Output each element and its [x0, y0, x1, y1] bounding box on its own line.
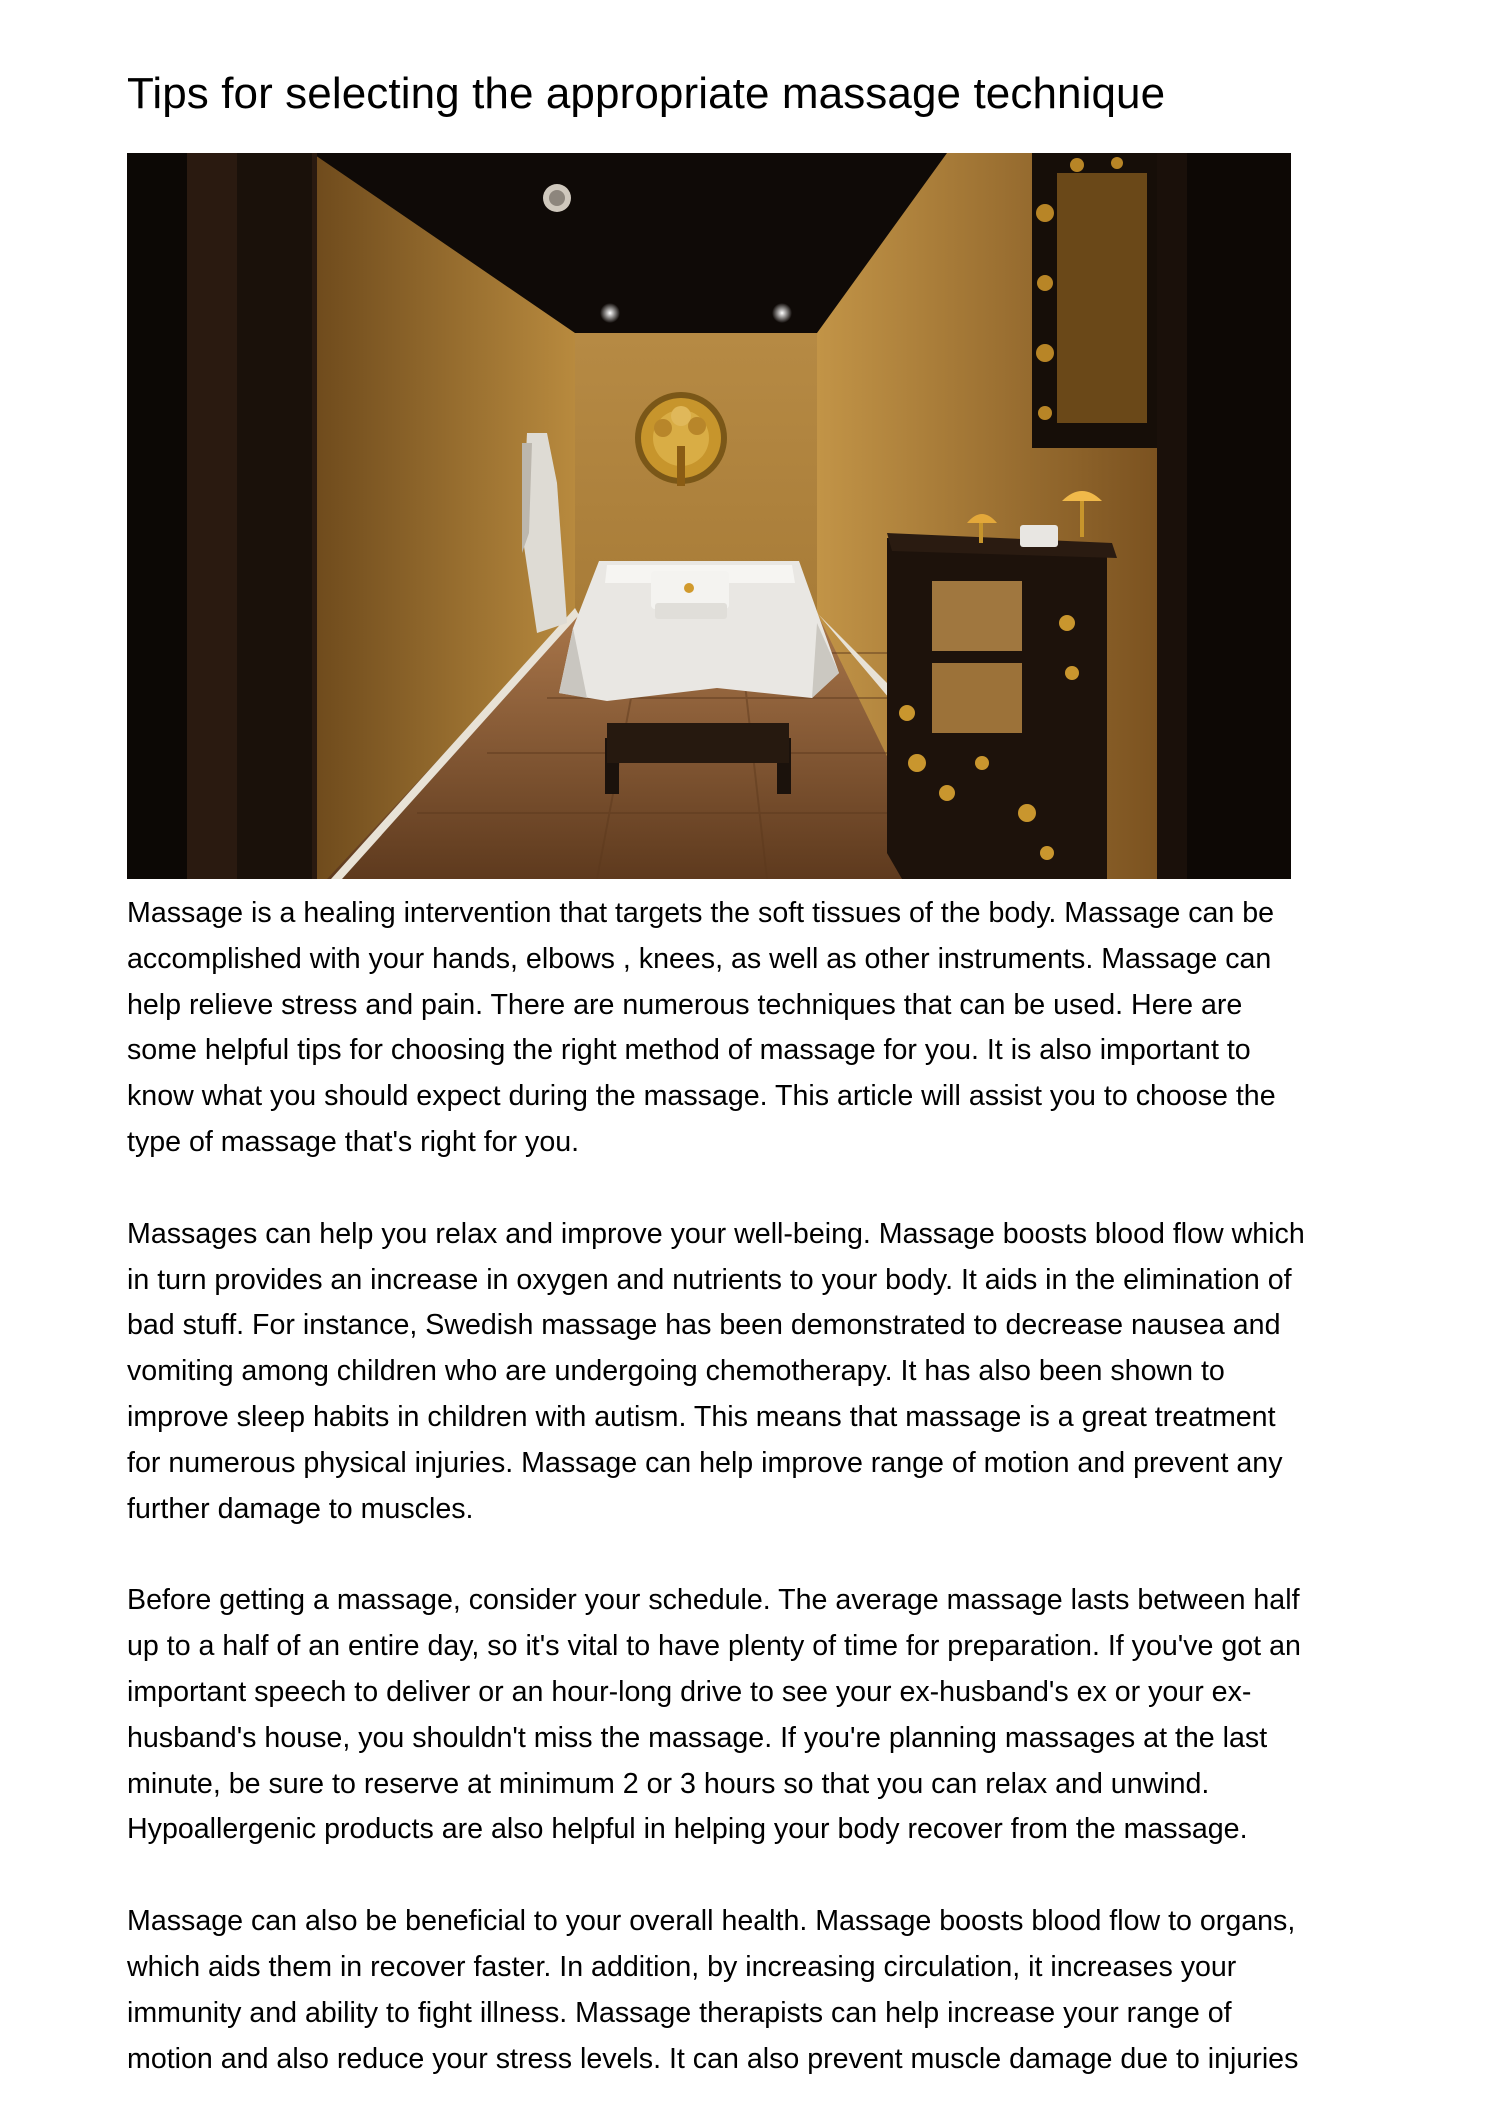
- cabinet: [887, 491, 1117, 879]
- paragraph-4: Massage can also be beneficial to your overall health. Massage boosts blood flow to organs, which aids them in recover faster. In addition, by increasing circulation, it increases your immunity and ability to fight illness. Massage therapists can help increase your range of motion and also reduce your stress levels. It can also prevent muscle damage due to injuries: [127, 1905, 1299, 2075]
- paragraph-1: Massage is a healing intervention that targets the soft tissues of the body. Massage can be accomplished with your hands, elbows , knees, as well as other instruments. Massage can help relieve stress and pain. There are numerous techniques that can be used. Here are some helpful tips for choosing the right method of massage for you. It is also important to know what you should expect during the massage. This article will assist you to choose the type of massage that's right for you.: [127, 897, 1276, 1158]
- paragraph-3: Before getting a massage, consider your schedule. The average massage lasts between half up to a half of an entire day, so it's vital to have plenty of time for preparation. If you've got an important speech to deliver or an hour-long drive to see your ex-husband's ex or your ex- husband's house, you shouldn't miss the massage. If you're planning massages at the last minute, be sure to reserve at minimum 2 or 3 hours so that you can relax and unwind. Hypoallergenic products are also helpful in helping your body recover from the massage.: [127, 1584, 1301, 1846]
- massage-room-image: [127, 153, 1291, 879]
- paragraph-2: Massages can help you relax and improve your well-being. Massage boosts blood flow which in turn provides an increase in oxygen and nutrients to your body. It aids in the elimination of bad stuff. For instance, Swedish massage has been demonstrated to decrease nausea and vomiting among children who are undergoing chemotherapy. It has also been shown to improve sleep habits in children with autism. This means that massage is a great treatment for numerous physical injuries. Massage can help improve range of motion and prevent any further damage to muscles.: [127, 1217, 1305, 1525]
- page-title: Tips for selecting the appropriate massage technique: [127, 69, 1166, 118]
- article-body: [127, 891, 1397, 2128]
- mirror-frame: [1032, 153, 1162, 448]
- spa-room-photo-icon: [127, 153, 1291, 879]
